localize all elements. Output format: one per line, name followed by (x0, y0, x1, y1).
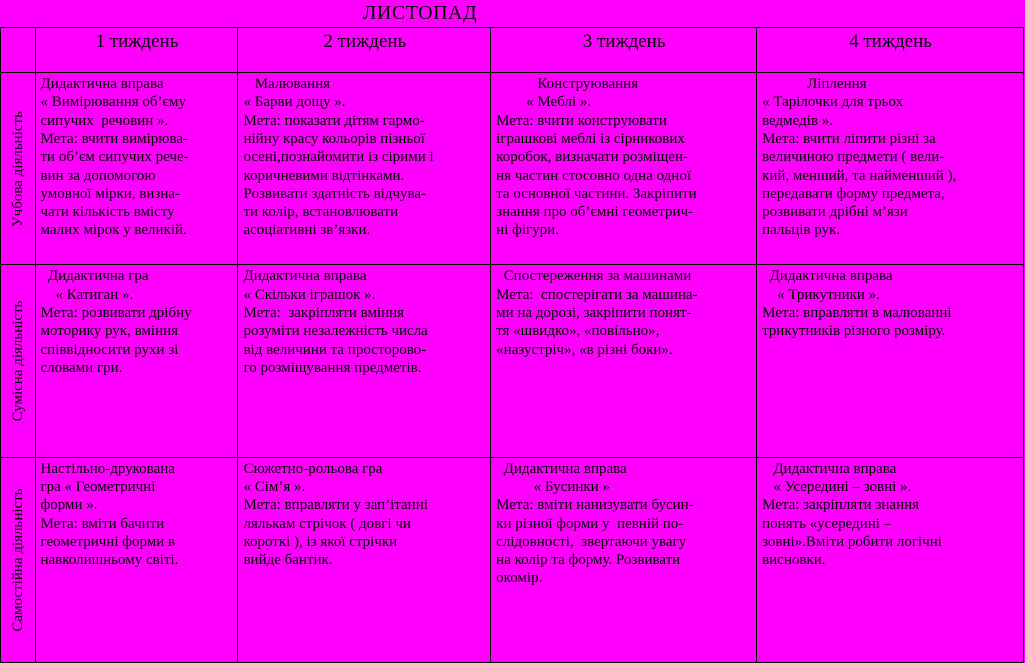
cell-line: Дидактична вправа (762, 268, 893, 285)
week-header: 2 тиждень (238, 28, 491, 73)
cell-line: « Скільки іграшок ». (243, 286, 376, 303)
activity-cell (35, 265, 238, 457)
cell-line: ні фігури. (496, 222, 559, 239)
cell-line: Ліплення (762, 76, 867, 93)
row-label: Самостійна діяльність (9, 488, 26, 632)
cell-line: осені,познайомити із сірими і (243, 149, 434, 166)
cell-line: « Сім’я ». (243, 478, 306, 495)
activity-cell (238, 73, 491, 265)
cell-line: Мета: вчити конструювати (496, 112, 667, 129)
cell-line: чати кількість вмісту (40, 204, 175, 221)
cell-line: від величини та просторово- (243, 341, 427, 358)
cell-line: сипучих речовин ». (40, 112, 169, 129)
cell-line: коробок, визначати розміщен- (496, 149, 688, 166)
week-header: 4 тиждень (757, 28, 1024, 73)
cell-line: співвідносити рухи зі (40, 341, 179, 358)
cell-line: Настільно-друкована (40, 460, 175, 477)
page-title: ЛИСТОПАД (362, 2, 478, 24)
cell-line: Мета: закріпляти знання (762, 497, 920, 514)
cell-line: висновки. (762, 552, 826, 569)
cell-line: « Барви дощу ». (243, 94, 346, 111)
activity-cell (491, 73, 757, 265)
cell-line: ти колір, встановлювати (243, 204, 399, 221)
cell-line: форми ». (40, 497, 98, 514)
cell-line: словами гри. (40, 359, 123, 376)
table-row (1, 73, 1024, 265)
cell-line: Дидактична вправа (243, 268, 367, 285)
cell-line: Мета: показати дітям гармо- (243, 112, 425, 129)
cell-line: знання про об’ємні геометрич- (496, 204, 694, 221)
cell-line: асоціативні зв’язки. (243, 222, 371, 239)
activity-cell (491, 457, 757, 662)
row-label: Учбова діяльність (9, 110, 26, 227)
cell-line: « Катиган ». (40, 286, 134, 303)
cell-line: на колір та форму. Розвивати (496, 552, 681, 569)
activity-cell (238, 457, 491, 662)
row-label-cell (1, 457, 36, 662)
cell-line: « Меблі ». (496, 94, 592, 111)
activity-cell (757, 457, 1024, 662)
cell-line: « Трикутники ». (762, 286, 880, 303)
activity-cell (757, 265, 1024, 457)
cell-line: Дидактична вправа (762, 460, 897, 477)
cell-line: « Вимірювання об’єму (40, 94, 186, 111)
cell-line: іграшкові меблі із сірникових (496, 130, 685, 147)
cell-line: «назустріч», «в різні боки». (496, 341, 673, 358)
cell-line: Мета: вправляти у зап’ітанні (243, 497, 428, 514)
cell-line: Мета: розвивати дрібну (40, 304, 192, 321)
cell-line: короткі ), із якої стрічки (243, 533, 398, 550)
cell-line: моторику рук, вміння (40, 323, 179, 340)
row-label-cell (1, 73, 36, 265)
week-header: 1 тиждень (35, 28, 238, 73)
cell-line: Мета: вчити вимірюва- (40, 130, 189, 147)
cell-line: навколишньому світі. (40, 552, 179, 569)
cell-line: Дидактична вправа (496, 460, 627, 477)
cell-line: тя «швидко», «повільно», (496, 323, 660, 340)
cell-line: « Бусинки » (496, 478, 610, 495)
cell-line: умовної мірки, визна- (40, 185, 181, 202)
cell-line: ти об’єм сипучих рече- (40, 149, 189, 166)
activity-cell (757, 73, 1024, 265)
cell-line: вин за допомогою (40, 167, 156, 184)
table-row (1, 457, 1024, 662)
cell-line: розвивати дрібні м’язи (762, 204, 908, 221)
activity-cell (35, 73, 238, 265)
cell-line: понять «усередині – (762, 515, 892, 532)
cell-line: го розміщування предметів. (243, 359, 422, 376)
cell-line: ки різної форми у певній по- (496, 515, 684, 532)
activity-cell (238, 265, 491, 457)
header-row (1, 28, 1024, 73)
cell-line: Мета: вміти бачити (40, 515, 165, 532)
cell-line: Мета: вчити ліпити різні за (762, 130, 936, 147)
cell-line: Розвивати здатність відчува- (243, 185, 427, 202)
cell-line: Мета: спостерігати за машина- (496, 286, 698, 303)
corner-cell (1, 28, 36, 73)
cell-line: Сюжетно-рольова гра (243, 460, 383, 477)
cell-line: коричневими відтінками. (243, 167, 405, 184)
cell-line: малих мірок у великій. (40, 222, 187, 239)
cell-line: Мета: вправляти в малюванні (762, 304, 952, 321)
activity-cell (491, 265, 757, 457)
cell-line: розуміти незалежність числа (243, 323, 428, 340)
cell-line: « Тарілочки для трьох (762, 94, 904, 111)
cell-line: Спостереження за машинами (496, 268, 692, 285)
activity-cell (35, 457, 238, 662)
cell-line: окомір. (496, 570, 543, 587)
table-row (1, 265, 1024, 457)
cell-line: Дидактична гра (40, 268, 149, 285)
cell-line: Малювання (243, 76, 331, 93)
cell-line: ми на дорозі, закріпити понят- (496, 304, 692, 321)
cell-line: Мета: вміти нанизувати бусин- (496, 497, 694, 514)
cell-line: нійну красу кольорів пізньої (243, 130, 425, 147)
cell-line: та основної частини. Закріпити (496, 185, 697, 202)
cell-line: зовні».Вміти робити логічні (762, 533, 942, 550)
cell-line: гра « Геометричні (40, 478, 156, 495)
cell-line: ведмедів ». (762, 112, 833, 129)
cell-line: трикутників різного розміру. (762, 323, 946, 340)
weekly-plan-table (0, 27, 1024, 663)
cell-line: слідовності, звертаючи увагу (496, 533, 687, 550)
cell-line: Мета: закріпляти вміння (243, 304, 405, 321)
cell-line: пальців рук. (762, 222, 841, 239)
row-label: Сумісна діяльність (9, 300, 26, 422)
cell-line: Конструювання (496, 76, 639, 93)
cell-line: ня частин стосовно одна одної (496, 167, 692, 184)
cell-line: кий, менший, та найменший ), (762, 167, 957, 184)
cell-line: лялькам стрічок ( довгі чи (243, 515, 411, 532)
cell-line: « Усередині – зовні ». (762, 478, 912, 495)
week-header: 3 тиждень (491, 28, 757, 73)
cell-line: передавати форму предмета, (762, 185, 945, 202)
cell-line: величиною предмети ( вели- (762, 149, 945, 166)
cell-line: Дидактична вправа (40, 76, 164, 93)
cell-line: геометричні форми в (40, 533, 176, 550)
cell-line: вийде бантик. (243, 552, 333, 569)
row-label-cell (1, 265, 36, 457)
